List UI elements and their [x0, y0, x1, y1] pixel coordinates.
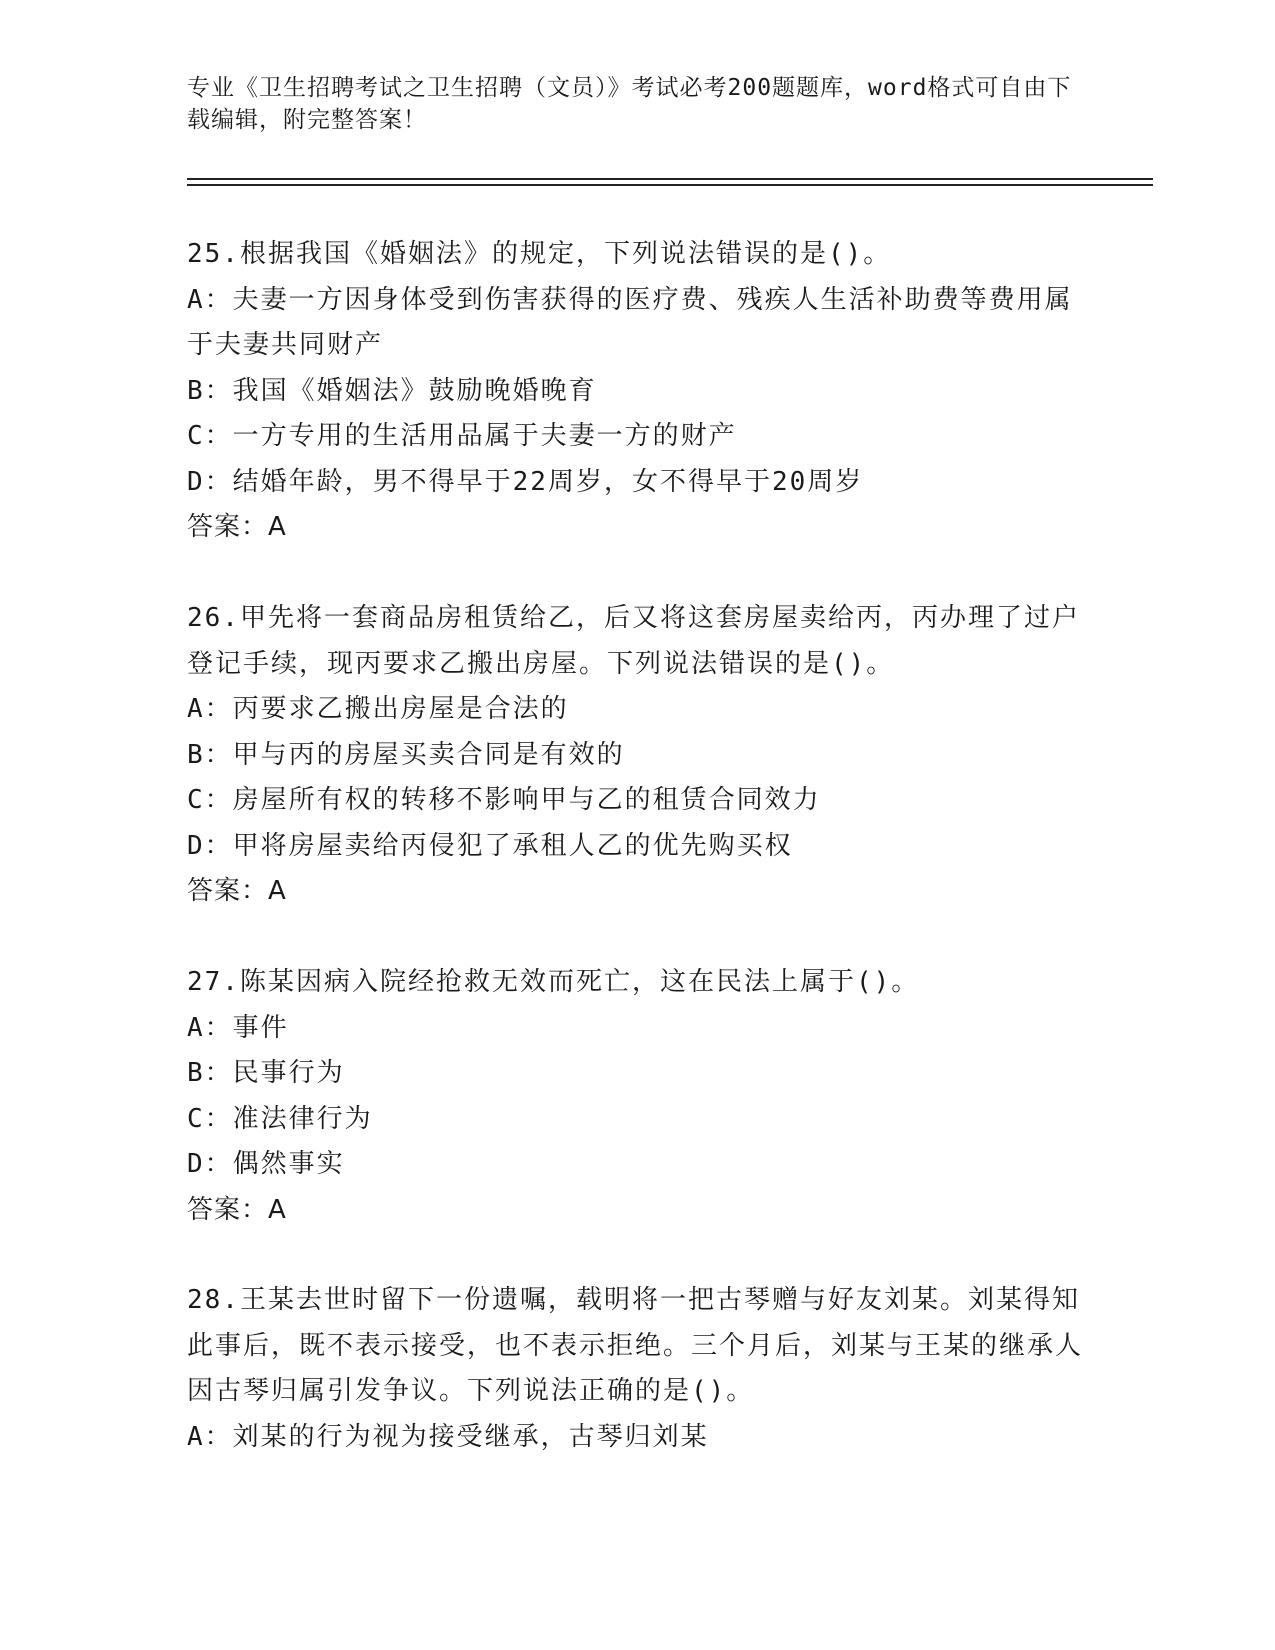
question-stem: 26.甲先将一套商品房租赁给乙，后又将这套房屋卖给丙，丙办理了过户登记手续，现丙要求乙搬出房屋。下列说法错误的是()。 — [187, 603, 1080, 679]
question-25 — [187, 232, 1087, 551]
option-b: B：我国《婚姻法》鼓励晚婚晚育 — [187, 375, 597, 406]
option-a: A：事件 — [187, 1012, 289, 1043]
question-28 — [187, 1278, 1087, 1460]
option-a: A：夫妻一方因身体受到伤害获得的医疗费、残疾人生活补助费等费用属于夫妻共同财产 — [187, 284, 1073, 360]
question-27 — [187, 960, 1087, 1233]
header-divider-top — [187, 178, 1153, 180]
question-26 — [187, 596, 1087, 915]
question-stem: 28.王某去世时留下一份遗嘱，载明将一把古琴赠与好友刘某。刘某得知此事后，既不表示接受，也不表示拒绝。三个月后，刘某与王某的继承人因古琴归属引发争议。下列说法正确的是()。 — [187, 1285, 1084, 1406]
option-a: A：丙要求乙搬出房屋是合法的 — [187, 694, 569, 724]
option-d: D：甲将房屋卖给丙侵犯了承租人乙的优先购买权 — [187, 830, 793, 861]
option-d: D：偶然事实 — [187, 1149, 345, 1179]
option-c: C：房屋所有权的转移不影响甲与乙的租赁合同效力 — [187, 785, 821, 815]
header-divider-bottom — [187, 184, 1153, 186]
option-c: C：一方专用的生活用品属于夫妻一方的财产 — [187, 421, 737, 451]
answer-line: 答案：A — [187, 876, 287, 906]
option-d: D：结婚年龄，男不得早于22周岁，女不得早于20周岁 — [187, 466, 864, 497]
option-b: B：甲与丙的房屋买卖合同是有效的 — [187, 739, 625, 770]
answer-line: 答案：A — [187, 512, 287, 542]
option-c: C：准法律行为 — [187, 1103, 373, 1134]
question-stem: 27.陈某因病入院经抢救无效而死亡，这在民法上属于()。 — [187, 967, 920, 997]
answer-line: 答案：A — [187, 1194, 287, 1225]
document-header-text: 专业《卫生招聘考试之卫生招聘（文员）》考试必考200题题库，word格式可自由下载编辑，附完整答案！ — [187, 75, 1072, 133]
option-a: A：刘某的行为视为接受继承，古琴归刘某 — [187, 1421, 709, 1452]
question-stem: 25.根据我国《婚姻法》的规定，下列说法错误的是()。 — [187, 239, 892, 269]
option-b: B：民事行为 — [187, 1058, 345, 1088]
